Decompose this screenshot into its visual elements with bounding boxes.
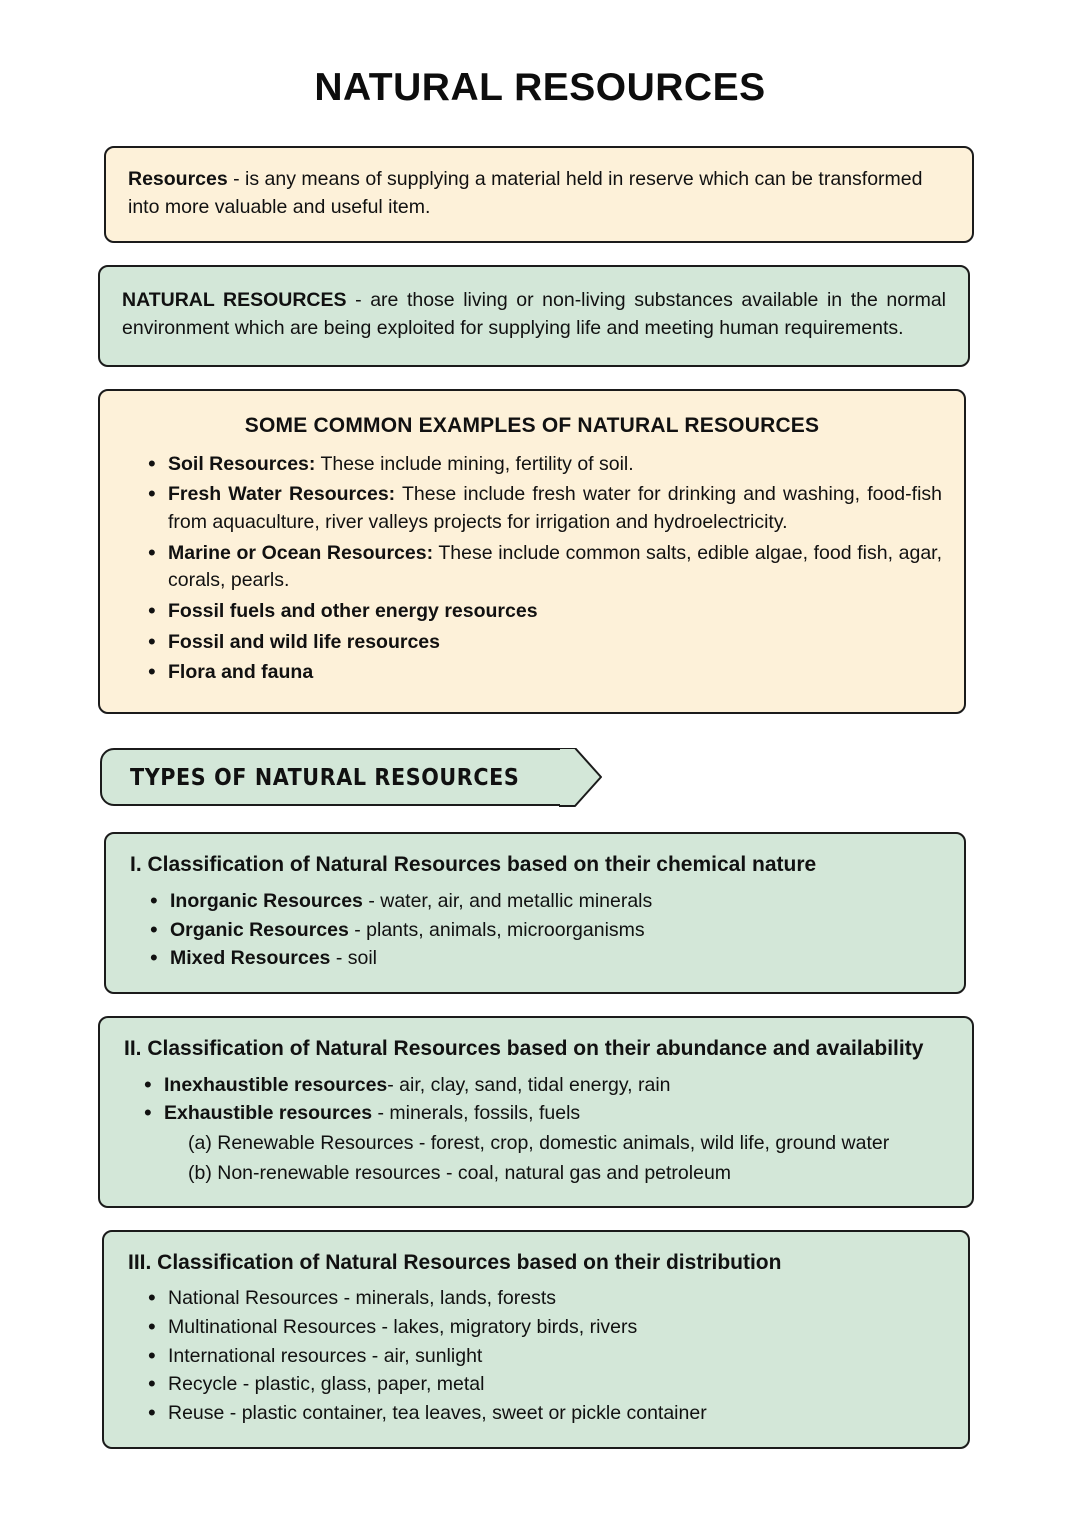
resources-definition-text: - is any means of supplying a material held in reserve which can be transformed into more valuable and useful item.: [128, 168, 923, 218]
list-item-term: Organic Resources: [170, 918, 349, 941]
list-item: [148, 629, 942, 657]
natural-resources-definition-text: - are those living or non-living substances available in the normal environment which are being exploited for supplying life and meeting human requirements.: [122, 289, 946, 340]
list-item-text: - soil: [330, 947, 377, 970]
list-item: [148, 481, 942, 536]
common-examples-box: [98, 389, 966, 714]
list-item-text: - minerals, fossils, fuels: [372, 1102, 581, 1125]
section-three-box: [102, 1230, 970, 1449]
list-item: [144, 1100, 954, 1128]
list-item-text: These include mining, fertility of soil.: [315, 452, 634, 475]
common-examples-list: [122, 451, 942, 688]
list-item-term: Mixed Resources: [170, 947, 331, 970]
section-two-subitem: (a) Renewable Resources - forest, crop, domestic animals, wild life, ground water: [188, 1132, 890, 1155]
list-item: • Reuse - plastic container, tea leaves, sweet or pickle container: [148, 1400, 950, 1428]
list-item-term: Fossil and wild life resources: [168, 630, 441, 653]
list-item: [148, 540, 942, 595]
list-item-term: Marine or Ocean Resources:: [168, 541, 434, 564]
list-item: • International resources - air, sunlight: [148, 1343, 950, 1371]
list-item-term: Fossil fuels and other energy resources: [168, 600, 538, 622]
list-item: [148, 598, 942, 626]
list-item-text: - water, air, and metallic minerals: [362, 889, 653, 912]
list-item: [148, 659, 942, 687]
list-item-term: Exhaustible resources: [164, 1102, 373, 1125]
list-item: • National Resources - minerals, lands, forests: [148, 1285, 950, 1313]
section-one-box: [104, 832, 966, 994]
section-three-list: [122, 1285, 950, 1427]
list-item-text: These include common salts, edible algae, food fish, agar, corals, pearls.: [168, 541, 942, 592]
list-item: [150, 945, 946, 973]
list-item: [150, 917, 946, 945]
common-examples-heading: SOME COMMON EXAMPLES OF NATURAL RESOURCES: [244, 413, 820, 437]
types-banner-label: TYPES OF NATURAL RESOURCES: [130, 765, 520, 792]
page-title: NATURAL RESOURCES: [314, 66, 766, 109]
natural-resources-term: NATURAL RESOURCES: [122, 289, 347, 312]
section-two-box: [98, 1016, 974, 1208]
list-item: • Multinational Resources - lakes, migratory birds, rivers: [148, 1314, 950, 1342]
list-item-text: These include fresh water for drinking and washing, food-fish from aquaculture, river valleys projects for irrigation and hydroelectricity.: [168, 483, 942, 533]
section-three-title: III. Classification of Natural Resources based on their distribution: [128, 1250, 782, 1274]
list-item-text: - plants, animals, microorganisms: [348, 918, 645, 941]
list-item-term: Soil Resources:: [168, 452, 316, 475]
resources-definition-box: [104, 146, 974, 243]
types-banner-wrap: [100, 748, 984, 810]
section-two-title: II. Classification of Natural Resources based on their abundance and availability: [124, 1036, 924, 1060]
list-item: [150, 888, 946, 916]
list-item-term: Flora and fauna: [168, 661, 314, 684]
section-two-list: [118, 1072, 954, 1128]
section-one-title: I. Classification of Natural Resources based on their chemical nature: [130, 853, 817, 877]
list-item-term: Inorganic Resources: [170, 889, 363, 912]
types-banner: [100, 748, 561, 806]
list-item: [148, 451, 942, 479]
resources-term: Resources: [128, 168, 228, 190]
natural-resources-definition-box: [98, 265, 970, 366]
list-item: [144, 1072, 954, 1100]
section-one-list: [124, 888, 946, 973]
list-item-term: Inexhaustible resources: [164, 1073, 388, 1096]
list-item-term: Fresh Water Resources:: [168, 483, 396, 506]
section-two-subitem: (b) Non-renewable resources - coal, natural gas and petroleum: [188, 1161, 732, 1184]
list-item-text: - air, clay, sand, tidal energy, rain: [387, 1073, 671, 1096]
list-item: • Recycle - plastic, glass, paper, metal: [148, 1371, 950, 1399]
